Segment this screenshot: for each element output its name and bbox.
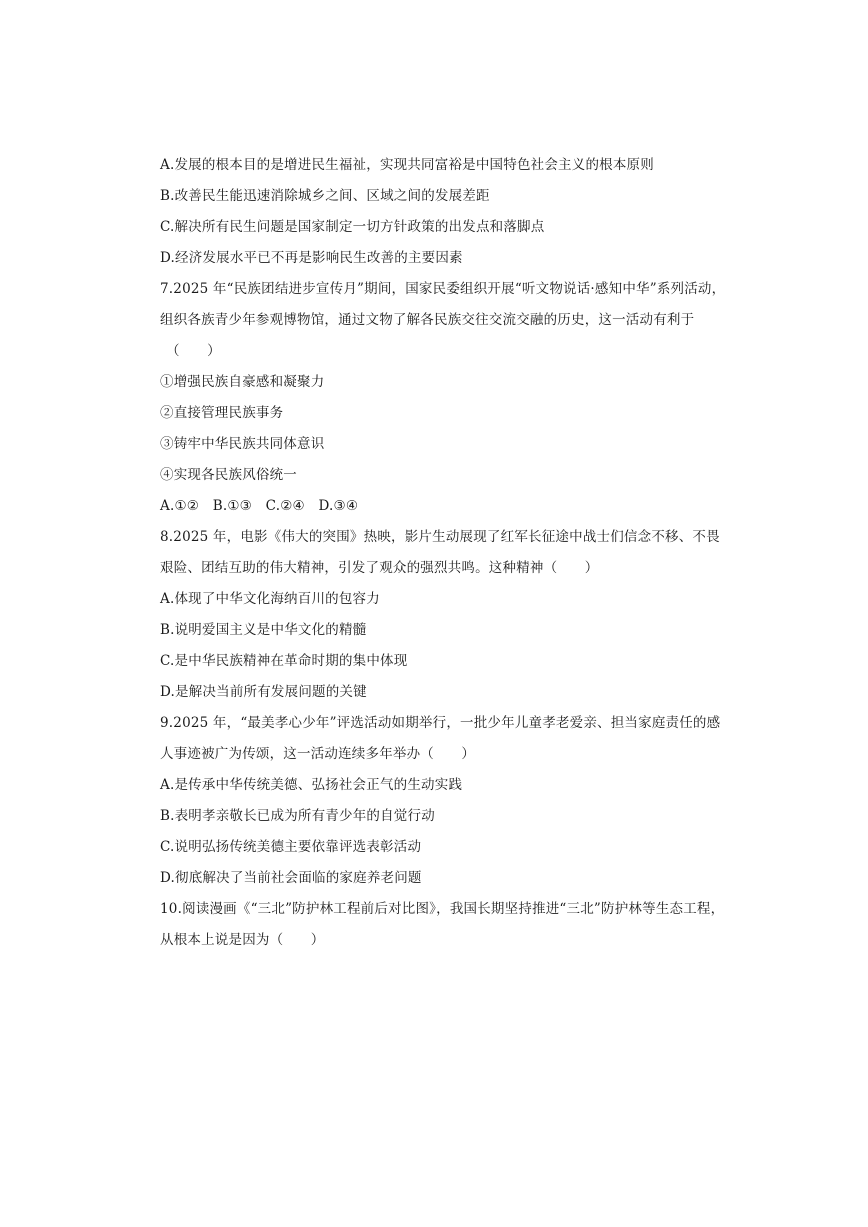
- q10-stem-line1: 10.阅读漫画《“三北”防护林工程前后对比图》，我国长期坚持推进“三北”防护林等生态工程，: [160, 901, 725, 917]
- q7-item-4: ④实现各民族风俗统一: [160, 467, 297, 483]
- q7-options: A.①② B.①③ C.②④ D.③④: [160, 498, 359, 514]
- q9-stem-line2: 人事迹被广为传颂，这一活动连续多年举办（ ）: [160, 746, 476, 762]
- q9-stem-line1: 9.2025 年，“最美孝心少年”评选活动如期举行，一批少年儿童孝老爱亲、担当家庭责任的感: [160, 715, 721, 731]
- q7-stem-line2: 组织各族青少年参观博物馆，通过文物了解各民族交往交流交融的历史，这一活动有利于: [160, 312, 695, 328]
- q7-item-1: ①增强民族自豪感和凝聚力: [160, 374, 325, 390]
- q7-item-2: ②直接管理民族事务: [160, 405, 284, 421]
- q8-option-b: B.说明爱国主义是中华文化的精髓: [160, 622, 367, 638]
- q9-option-c: C.说明弘扬传统美德主要依靠评选表彰活动: [160, 839, 422, 855]
- q9-option-d: D.彻底解决了当前社会面临的家庭养老问题: [160, 870, 422, 886]
- exam-page: [160, 150, 726, 956]
- q8-option-a: A.体现了中华文化海纳百川的包容力: [160, 591, 380, 607]
- q10-stem-line2: 从根本上说是因为（ ）: [160, 932, 325, 948]
- q7-stem-line1: 7.2025 年“民族团结进步宣传月”期间，国家民委组织开展“听文物说话·感知中华”系列活动，: [160, 281, 726, 297]
- q9-option-b: B.表明孝亲敬长已成为所有青少年的自觉行动: [160, 808, 435, 824]
- q6-option-d: D.经济发展水平已不再是影响民生改善的主要因素: [160, 250, 463, 266]
- q9-option-a: A.是传承中华传统美德、弘扬社会正气的生动实践: [160, 777, 463, 793]
- q6-option-c: C.解决所有民生问题是国家制定一切方针政策的出发点和落脚点: [160, 219, 545, 235]
- q8-option-c: C.是中华民族精神在革命时期的集中体现: [160, 653, 408, 669]
- q7-stem-line3: （ ）: [166, 343, 221, 359]
- q8-option-d: D.是解决当前所有发展问题的关键: [160, 684, 367, 700]
- q6-option-b: B.改善民生能迅速消除城乡之间、区域之间的发展差距: [160, 188, 490, 204]
- q8-stem-line1: 8.2025 年，电影《伟大的突围》热映，影片生动展现了红军长征途中战士们信念不移、不畏: [160, 529, 720, 545]
- q8-stem-line2: 艰险、团结互助的伟大精神，引发了观众的强烈共鸣。这种精神（ ）: [160, 560, 599, 576]
- q7-item-3: ③铸牢中华民族共同体意识: [160, 436, 325, 452]
- q6-option-a: A.发展的根本目的是增进民生福祉，实现共同富裕是中国特色社会主义的根本原则: [160, 157, 654, 173]
